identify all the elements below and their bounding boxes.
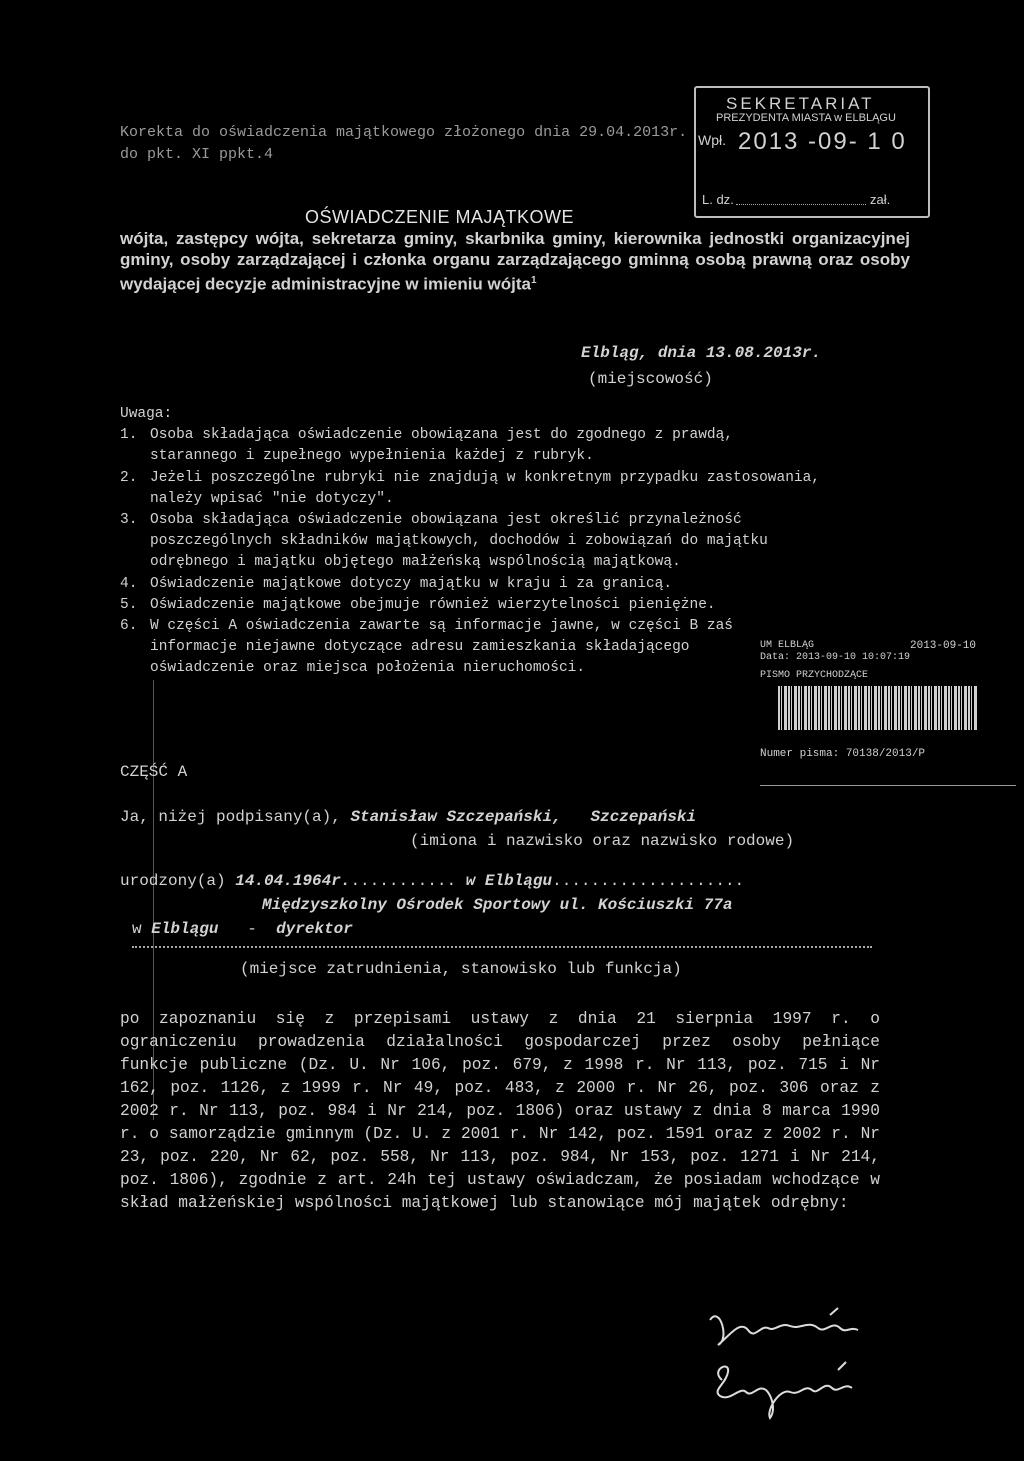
stamp-ldz-dots — [736, 204, 866, 205]
label-datetime: Data: 2013-09-10 10:07:19 — [760, 652, 911, 663]
stamp-subtitle: PREZYDENTA MIASTA w ELBLĄGU — [716, 112, 896, 124]
stamp-ldz-label: L. dz. — [702, 192, 734, 207]
page-title: OŚWIADCZENIE MAJĄTKOWE — [305, 207, 575, 227]
header-line-2: do pkt. XI ppkt.4 — [120, 146, 274, 163]
label-type: PISMO PRZYCHODZĄCE — [760, 670, 869, 681]
names-caption: (imiona i nazwisko oraz nazwisko rodowe) — [410, 832, 795, 850]
received-stamp — [694, 86, 930, 218]
born-date: 14.04.1964r. — [235, 872, 351, 890]
place-caption: (miejscowość) — [588, 370, 713, 388]
dotted-line — [132, 946, 872, 948]
intro-paragraph — [120, 228, 910, 295]
note-item: 5. Oświadczenie majątkowe obejmuje również wierzytelności pieniężne. — [120, 596, 716, 613]
notes-heading: Uwaga: — [120, 406, 173, 422]
note-item: 4. Oświadczenie majątkowe dotyczy majątku w kraju i za granicą. — [120, 575, 673, 592]
workplace-line-2: w Elblągu - dyrektor — [132, 920, 353, 938]
label-office: UM ELBLĄG — [760, 640, 815, 651]
born-place: w Elblągu — [465, 872, 553, 890]
stamp-zal-label: zał. — [870, 192, 891, 207]
note-item: 1. Osoba składająca oświadczenie obowiązana jest do zgodnego z prawdą, starannego i zupełnego wypełnienia każdej z rubryk. — [120, 427, 733, 465]
work-caption: (miejsce zatrudnienia, stanowisko lub funkcja) — [240, 960, 682, 978]
label-date: 2013-09-10 — [910, 640, 977, 652]
stamp-title: SEKRETARIAT — [726, 94, 875, 113]
part-heading: CZĘŚĆ A — [120, 763, 188, 781]
born-line: urodzony(a) 14.04.1964r............ w Elblągu.................... — [120, 872, 745, 890]
born-prefix: urodzony(a) — [120, 872, 226, 890]
stamp-wpl-label: Wpł. — [698, 132, 726, 148]
header-line-1: Korekta do oświadczenia majątkowego złożonego dnia 29.04.2013r. — [120, 124, 688, 141]
workplace: Międzyszkolny Ośrodek Sportowy ul. Kościuszki 77a — [262, 896, 733, 914]
person-name: Stanisław Szczepański, — [350, 808, 562, 826]
place-date: Elbląg, dnia 13.08.2013r. — [581, 344, 822, 362]
barcode-icon — [778, 686, 978, 730]
person-line — [120, 808, 696, 826]
label-divider — [760, 785, 1016, 786]
person-family-name: Szczepański — [590, 808, 697, 826]
work-position: dyrektor — [276, 920, 353, 938]
person-prefix: Ja, niżej podpisany(a), — [120, 808, 341, 826]
barcode-label — [760, 640, 1000, 760]
note-item: 6. W części A oświadczenia zawarte są informacje jawne, w części B zaś informacje niejawne dotyczące adresu zamieszkania składającego oświadczenie oraz miejsca położenia nieruchomości. — [120, 618, 733, 677]
stamp-date: 2013 -09- 1 0 — [738, 128, 907, 155]
work-city: Elblągu — [151, 920, 219, 938]
declaration-paragraph: po zapoznaniu się z przepisami ustawy z dnia 21 sierpnia 1997 r. o ograniczeniu prowadzenia działalności gospodarczej przez osoby pełniące funkcje publiczne (Dz. U. Nr 106, poz. 679, z 1998 r. Nr 113, poz. 715 i Nr 162, poz. 1126, z 1999 r. Nr 49, poz. 483, z 2000 r. Nr 26, poz. 306 oraz z 2002 r. Nr 113, poz. 984 i Nr 214, poz. 1806) oraz ustawy z dnia 8 marca 1990 r. o samorządzie gminnym (Dz. U. z 2001 r. Nr 142, poz. 1591 oraz z 2002 r. Nr 23, poz. 220, Nr 62, poz. 558, Nr 113, poz. 984, Nr 153, poz. 1271 i Nr 214, poz. 1806), zgodnie z art. 24h tej ustawy oświadczam, że posiadam wchodzące w skład małżeńskiej wspólności majątkowej lub stanowiące mój majątek odrębny: — [120, 1010, 880, 1212]
intro-footnote: 1 — [531, 275, 537, 286]
intro-text: wójta, zastępcy wójta, sekretarza gminy, skarbnika gminy, kierownika jednostki organizacyjnej gminy, osoby zarządzającej i członka organu zarządzającego gminną osobą prawną oraz osoby wydającej decyzje administracyjne w imieniu wójta — [120, 229, 910, 294]
note-item: 2. Jeżeli poszczególne rubryki nie znajdują w konkretnym przypadku zastosowania, należy wpisać "nie dotyczy". — [120, 469, 821, 507]
handwritten-signature — [700, 1300, 870, 1450]
label-number: Numer pisma: 70138/2013/P — [760, 748, 926, 760]
note-item: 3. Osoba składająca oświadczenie obowiązana jest określić przynależność poszczególnych składników majątkowych, dochodów i zobowiązań do majątku odrębnego i majątku objętego małżeńską wspólnością majątkową. — [120, 512, 768, 571]
notes-section — [120, 404, 820, 680]
